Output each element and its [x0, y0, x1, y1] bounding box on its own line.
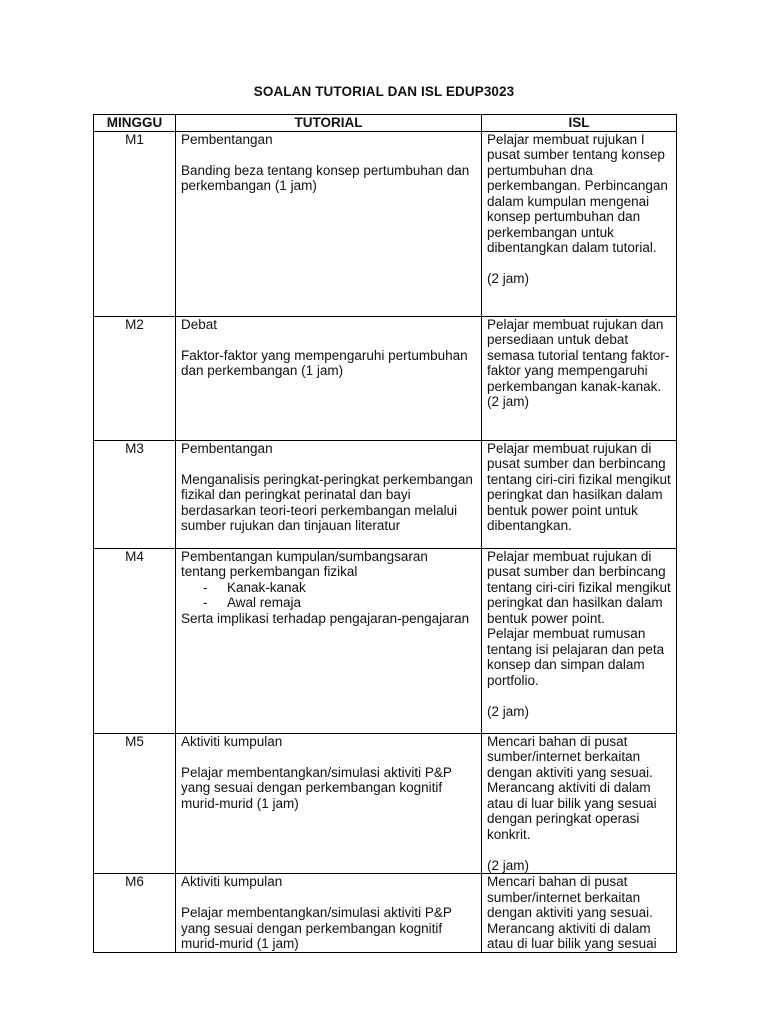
tutorial-cell [176, 316, 482, 440]
tutorial-type: Debat [181, 316, 218, 332]
isl-hours: (2 jam) [487, 394, 530, 409]
tutorial-cell [176, 874, 482, 953]
isl-text: Pelajar membuat rujukan dan persediaan untuk debat semasa tutorial tentang faktor-faktor yang mempengaruhi perkembangan kanak-kanak. [487, 316, 670, 394]
isl-cell [482, 131, 677, 316]
week-cell: M6 [94, 874, 176, 953]
table-row [94, 131, 677, 316]
tutorial-desc: Pelajar membentangkan/simulasi aktiviti P&P yang sesuai dengan perkembangan kognitif murid-murid (1 jam) [181, 905, 452, 951]
tutorial-desc: Faktor-faktor yang mempengaruhi pertumbuhan dan perkembangan (1 jam) [181, 347, 468, 378]
week-cell: M4 [94, 548, 176, 733]
isl-hours: (2 jam) [487, 271, 530, 286]
tutorial-outro: Serta implikasi terhadap pengajaran-pengajaran [181, 610, 470, 626]
tutorial-bullet-list [181, 580, 476, 611]
table-row [94, 548, 677, 733]
isl-text: Pelajar membuat rujukan di pusat sumber dan berbincang tentang ciri-ciri fizikal mengikut peringkat dan hasilkan dalam bentuk power point untuk dibentangkan. [487, 440, 671, 533]
week-cell: M3 [94, 440, 176, 548]
tutorial-cell [176, 548, 482, 733]
tutorial-cell [176, 440, 482, 548]
isl-text: Mencari bahan di pusat sumber/internet berkaitan dengan aktiviti yang sesuai. Merancang aktiviti di dalam atau di luar bilik yang sesuai dengan peringkat operasi konkrit. [487, 733, 657, 842]
document-title: SOALAN TUTORIAL DAN ISL EDUP3023 [253, 84, 515, 99]
week-cell: M2 [94, 316, 176, 440]
tutorial-desc: Menganalisis peringkat-peringkat perkembangan fizikal dan peringkat perinatal dan bayi berdasarkan teori-teori perkembangan melalui sumber rujukan dan tinjauan literatur [181, 471, 473, 533]
week-cell: M1 [94, 131, 176, 316]
tutorial-isl-table [93, 114, 677, 953]
isl-cell [482, 548, 677, 733]
isl-text-2: Pelajar membuat rumusan tentang isi pelajaran dan peta konsep dan simpan dalam portfolio. [487, 626, 665, 688]
tutorial-cell [176, 733, 482, 874]
isl-cell [482, 440, 677, 548]
tutorial-type: Pembentangan [181, 440, 273, 456]
table-row [94, 440, 677, 548]
list-item: - Kanak-kanak [203, 580, 476, 596]
tutorial-type: Aktiviti kumpulan [181, 733, 283, 749]
tutorial-desc: Pelajar membentangkan/simulasi aktiviti P&P yang sesuai dengan perkembangan kognitif murid-murid (1 jam) [181, 764, 452, 811]
tutorial-cell [176, 131, 482, 316]
tutorial-desc: Banding beza tentang konsep pertumbuhan dan perkembangan (1 jam) [181, 162, 470, 193]
isl-text: Pelajar membuat rujukan I pusat sumber tentang konsep pertumbuhan dna perkembangan. Perbincangan dalam kumpulan mengenai konsep pertumbuhan dan perkembangan untuk dibentangkan dalam tutorial. [487, 131, 668, 255]
isl-cell [482, 874, 677, 953]
isl-text: Pelajar membuat rujukan di pusat sumber dan berbincang tentang ciri-ciri fizikal mengikut peringkat dan hasilkan dalam bentuk power point. [487, 548, 671, 626]
tutorial-intro: Pembentangan kumpulan/sumbangsaran tentang perkembangan fizikal [181, 548, 428, 579]
tutorial-type: Aktiviti kumpulan [181, 874, 283, 889]
isl-hours: (2 jam) [487, 703, 530, 719]
isl-cell [482, 316, 677, 440]
table-row [94, 316, 677, 440]
week-cell: M5 [94, 733, 176, 874]
isl-hours: (2 jam) [487, 857, 530, 873]
tutorial-type: Pembentangan [181, 131, 273, 147]
header-tutorial: TUTORIAL [176, 115, 482, 132]
table-row [94, 874, 677, 953]
header-minggu: MINGGU [94, 115, 176, 132]
table-row [94, 733, 677, 874]
list-item: - Awal remaja [203, 595, 476, 611]
isl-cell [482, 733, 677, 874]
isl-text: Mencari bahan di pusat sumber/internet berkaitan dengan aktiviti yang sesuai. Merancang aktiviti di dalam atau di luar bilik yang sesuai [487, 874, 657, 951]
table-header-row [94, 115, 677, 132]
header-isl: ISL [482, 115, 677, 132]
